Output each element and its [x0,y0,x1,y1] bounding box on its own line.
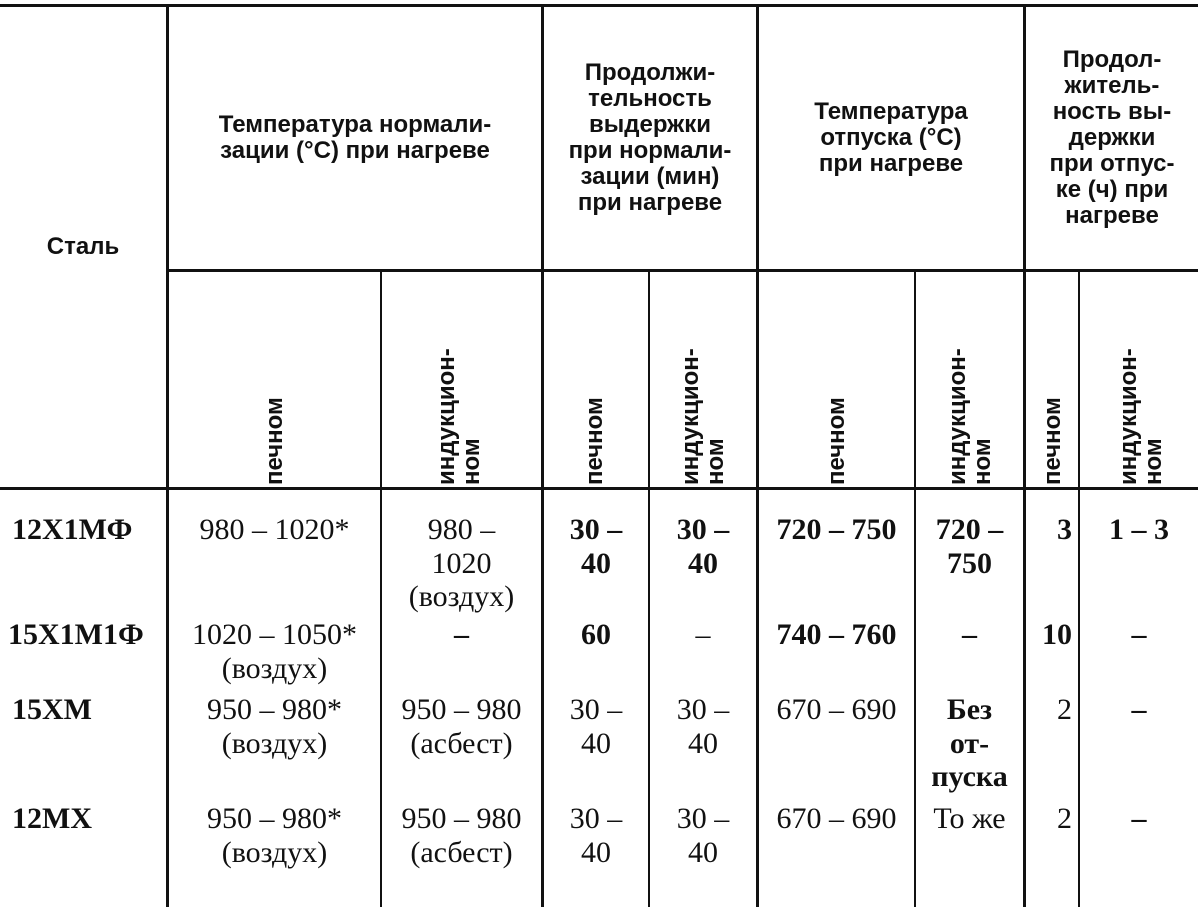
table-row-cell: 950 – 980* (воздух) [207,802,342,869]
table-row-cell: Без от- пуска [931,693,1008,794]
table-row-cell: 30 – 40 [676,693,730,760]
subheader-temper-furnace: печном [823,397,851,485]
table-row-cell: 740 – 760 [776,618,897,651]
table-row-cell: – [1131,693,1147,726]
table-row-cell: 30 – 40 [569,802,623,869]
subheader-norm-furnace: печном [261,397,289,485]
header-norm-time-label: Продолжи- тельность выдержки при нормали- зации (мин) при нагреве [568,59,732,216]
table-row-cell: 980 – 1020* [199,513,350,546]
table-row-cell: 670 – 690 [776,693,897,726]
subheader-temper-time-furnace: печном [1039,397,1067,485]
table-row-cell: 30 – 40 [676,513,730,580]
header-steel [0,6,166,488]
table-row-cell: 1 – 3 [1109,513,1169,546]
table-row-cell: – [1131,618,1147,651]
subheader-norm-time-furnace: печном [581,397,609,485]
header-temper-temp [759,6,1023,270]
header-norm-time [544,6,756,270]
table-row-steel: 15ХМ [12,693,92,726]
table-row-cell: 720 – 750 [935,513,1004,580]
header-bottom-rule [0,487,1198,490]
table-row-cell: 10 [1042,618,1072,651]
table-row-cell: 30 – 40 [569,513,623,580]
subheader-temper-induction: индукцион- ном [943,348,996,485]
table-row-cell: 3 [1057,513,1072,546]
subheader-temper-time-induction: индукцион- ном [1114,348,1167,485]
header-temper-temp-label: Температура отпуска (°С) при нагреве [814,98,968,177]
table-row-cell: – [454,618,469,651]
table-row-cell: 1020 – 1050* (воздух) [192,618,357,685]
table-row-cell: 670 – 690 [776,802,897,835]
header-steel-label: Сталь [46,233,120,261]
header-norm-temp [169,6,541,270]
table-row-cell: 720 – 750 [776,513,897,546]
table-row-steel: 15Х1М1Ф [8,618,144,651]
table-row-cell: – [962,618,977,651]
table-row-cell: – [695,618,711,651]
table-row-cell: 950 – 980* (воздух) [207,693,342,760]
table-row-cell: 950 – 980 (асбест) [401,802,522,869]
table-row-cell: 2 [1057,802,1072,835]
header-temper-time [1026,6,1198,270]
table-row-cell: 60 [581,618,611,651]
subheader-norm-time-induction: индукцион- ном [676,348,729,485]
table-row-cell: 30 – 40 [676,802,730,869]
table-row-cell: То же [933,802,1006,835]
table-row-cell: 980 – 1020 (воздух) [408,513,515,614]
table-row-cell: 950 – 980 (асбест) [401,693,522,760]
table-row-steel: 12МХ [12,802,92,835]
header-temper-time-label: Продол- житель- ность вы- держки при отпус- ке (ч) при нагреве [1049,46,1175,229]
table-row-cell: 2 [1057,693,1072,726]
table-row-steel: 12Х1МФ [12,513,133,546]
table-row-cell: – [1131,802,1147,835]
subheader-norm-induction: индукцион- ном [432,348,485,485]
header-norm-temp-label: Температура нормали- зации (°С) при нагреве [218,111,492,164]
table-row-cell: 30 – 40 [569,693,623,760]
